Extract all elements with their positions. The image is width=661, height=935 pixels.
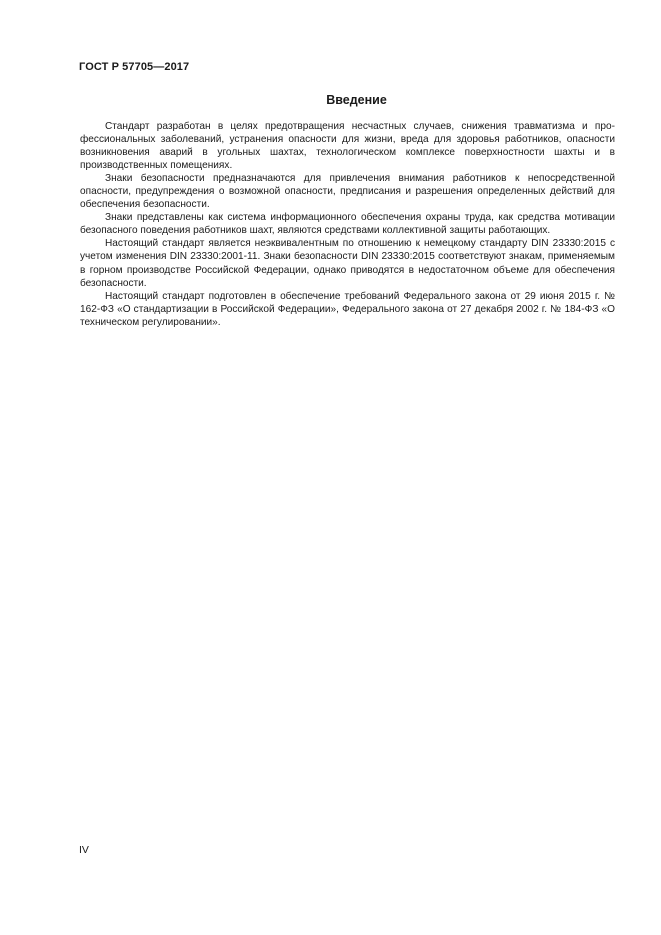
- paragraph-purpose: Стандарт разработан в целях предотвращения несчастных случаев, снижения травматизма и профессиональных заболеваний, устранения опасности для жизни, вреда для здоровья работников, опасности возникновения аварий в угольных шахтах, технологическом комплексе поверхностности шахты и в производственных помещениях.: [80, 121, 615, 172]
- page-number: IV: [79, 844, 89, 856]
- section-title: Введение: [326, 93, 387, 107]
- paragraph-din-reference: Настоящий стандарт является неэквивалентным по отношению к немецкому стандарту DIN 23330:2015 с учетом изменения DIN 23330:2001-11. Знаки безопасности DIN 23330:2015 соответствуют знакам, применяемым в горном производстве Российской Федерации, однако приводятся в недостаточном объеме для обеспечения безопасности.: [80, 238, 615, 289]
- paragraph-signs-function: Знаки безопасности предназначаются для привлечения внимания работников к непосредственной опасности, предупреждения о возможной опасности, предписания и разрешения определенных действий для обеспечения безопасности.: [80, 173, 615, 211]
- document-code-header: ГОСТ Р 57705—2017: [79, 61, 190, 73]
- introduction-body: [80, 120, 615, 329]
- paragraph-legal-basis: Настоящий стандарт подготовлен в обеспечение требований Федерального закона от 29 июня 2015 г. № 162-ФЗ «О стандартизации в Российской Федерации», Федерального закона от 27 декабря 2002 г. № 184-ФЗ «О техническом регулировании».: [80, 290, 615, 328]
- paragraph-signs-system: Знаки представлены как система информационного обеспечения охраны труда, как средства мотивации безопасного поведения работников шахт, являются средствами коллективной защиты работающих.: [80, 212, 615, 237]
